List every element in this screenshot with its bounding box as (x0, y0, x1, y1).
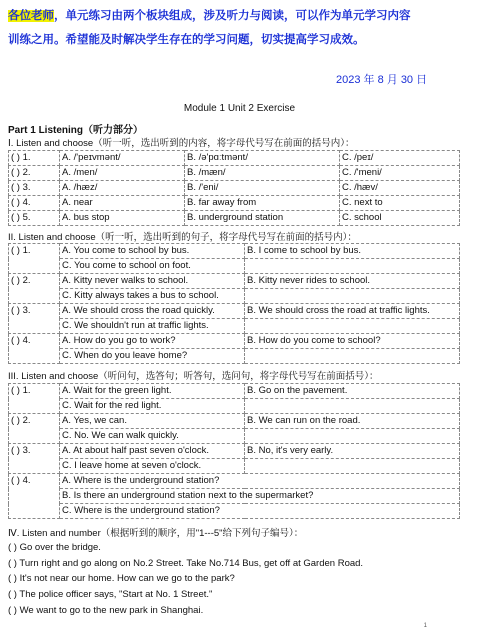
question-number: ( ) 3. (9, 181, 60, 196)
option-b: B. underground station (185, 211, 340, 226)
page-title: Module 1 Unit 2 Exercise (183, 103, 296, 114)
option-b: B. Go on the pavement. (245, 384, 460, 399)
option-b: B. /'eni/ (185, 181, 340, 196)
section-1-heading: Ⅰ. Listen and choose（听一听，选出听到的内容，将字母代号写在前面的括号内）： (8, 138, 355, 149)
option-a: A. We should cross the road quickly. (60, 304, 245, 319)
option-a: A. bus stop (60, 211, 185, 226)
table-row (9, 414, 460, 429)
option-a: A. Wait for the green light. (60, 384, 245, 399)
option-c: C. /peɪ/ (340, 151, 460, 166)
option-c: C. Kitty always takes a bus to school. (60, 289, 245, 304)
table-row (9, 244, 460, 259)
option-c: C. Wait for the red light. (60, 399, 245, 414)
option-b: B. We should cross the road at traffic lights. (245, 304, 460, 319)
intro-highlight: 各位老师 (8, 10, 54, 22)
page-number: 1 (423, 623, 427, 629)
table-row (9, 444, 460, 459)
list-item: ( ) It's not near our home. How can we go to the park? (8, 573, 235, 585)
table-row (9, 166, 460, 181)
option-a: A. near (60, 196, 185, 211)
list-item: ( ) Go over the bridge. (8, 542, 101, 553)
option-a: A. Where is the underground station? (60, 474, 460, 489)
option-b: B. /ə'pɑːtmənt/ (185, 151, 340, 166)
question-number: ( ) 4. (9, 334, 60, 364)
table-row (9, 259, 460, 274)
section-3-table (8, 383, 460, 519)
question-number: ( ) 2. (9, 166, 60, 181)
option-a: A. You come to school by bus. (60, 244, 245, 259)
table-row (9, 304, 460, 319)
question-number: ( ) 2. (9, 274, 60, 304)
option-c: C. /'meni/ (340, 166, 460, 181)
list-item: ( ) Turn right and go along on No.2 Street. Take No.714 Bus, get off at Garden Road. (8, 557, 364, 569)
intro-line2: 训练之用。希望能及时解决学生存在的学习问题，切实提高学习成效。 (8, 34, 365, 46)
option-b: B. /mæn/ (185, 166, 340, 181)
table-row (9, 334, 460, 349)
option-c: C. /hæv/ (340, 181, 460, 196)
option-b: B. We can run on the road. (245, 414, 460, 429)
question-number: ( ) 3. (9, 304, 60, 334)
date: 2023 年 8 月 30 日 (336, 74, 428, 86)
part-heading: Part 1 Listening（听力部分） (8, 125, 144, 136)
question-number: ( ) 4. (9, 474, 60, 519)
list-item: ( ) We want to go to the new park in Shanghai. (8, 604, 204, 616)
section-2-heading: II. Listen and choose（听一听，选出听到的句子，将字母代号写在前面的括号内）： (8, 232, 357, 243)
option-a: A. /'peɪvmənt/ (60, 151, 185, 166)
option-a: A. Kitty never walks to school. (60, 274, 245, 289)
option-c: C. I leave home at seven o'clock. (60, 459, 245, 474)
section-4-heading: Ⅳ. Listen and number（根据听到的顺序，用"1---5"给下列句子编号）： (8, 528, 304, 539)
table-row (9, 151, 460, 166)
question-number: ( ) 4. (9, 196, 60, 211)
table-row (9, 289, 460, 304)
table-row (9, 489, 460, 504)
table-row (9, 474, 460, 489)
question-number: ( ) 5. (9, 211, 60, 226)
question-number: ( ) 3. (9, 444, 60, 474)
option-c: C. school (340, 211, 460, 226)
table-row (9, 504, 460, 519)
option-a: A. At about half past seven o'clock. (60, 444, 245, 459)
question-number: ( ) 1. (9, 151, 60, 166)
table-row (9, 196, 460, 211)
table-row (9, 459, 460, 474)
option-b: B. How do you come to school? (245, 334, 460, 349)
question-number: ( ) 2. (9, 414, 60, 444)
intro-line1: ，单元练习由两个板块组成，涉及听力与阅读，可以作为单元学习内容 (54, 10, 411, 22)
option-a: A. /hæz/ (60, 181, 185, 196)
option-c: C. We shouldn't run at traffic lights. (60, 319, 245, 334)
option-a: A. Yes, we can. (60, 414, 245, 429)
table-row (9, 399, 460, 414)
table-row (9, 319, 460, 334)
section-1-table (8, 150, 460, 226)
table-row (9, 211, 460, 226)
table-row (9, 384, 460, 399)
option-c: C. next to (340, 196, 460, 211)
table-row (9, 274, 460, 289)
option-b: B. Is there an underground station next to the supermarket? (60, 489, 460, 504)
section-4-list (8, 540, 363, 619)
option-c: C. When do you leave home? (60, 349, 245, 364)
option-b: B. far away from (185, 196, 340, 211)
table-row (9, 181, 460, 196)
list-item: ( ) The police officer says, "Start at No. 1 Street." (8, 589, 213, 601)
question-number: ( ) 1. (9, 244, 60, 274)
option-b: B. No, it's very early. (245, 444, 460, 459)
intro-note (8, 4, 470, 52)
table-row (9, 349, 460, 364)
section-3-heading: III. Listen and choose（听问句，选答句；听答句，选问句，将字母代号写在前面括号）： (8, 371, 379, 382)
section-2-table (8, 243, 460, 364)
option-b: B. Kitty never rides to school. (245, 274, 460, 289)
option-a: A. How do you go to work? (60, 334, 245, 349)
question-number: ( ) 1. (9, 384, 60, 414)
option-b: B. I come to school by bus. (245, 244, 460, 259)
option-c: C. Where is the underground station? (60, 504, 460, 519)
option-c: C. You come to school on foot. (60, 259, 245, 274)
table-row (9, 429, 460, 444)
option-a: A. /men/ (60, 166, 185, 181)
option-c: C. No. We can walk quickly. (60, 429, 245, 444)
